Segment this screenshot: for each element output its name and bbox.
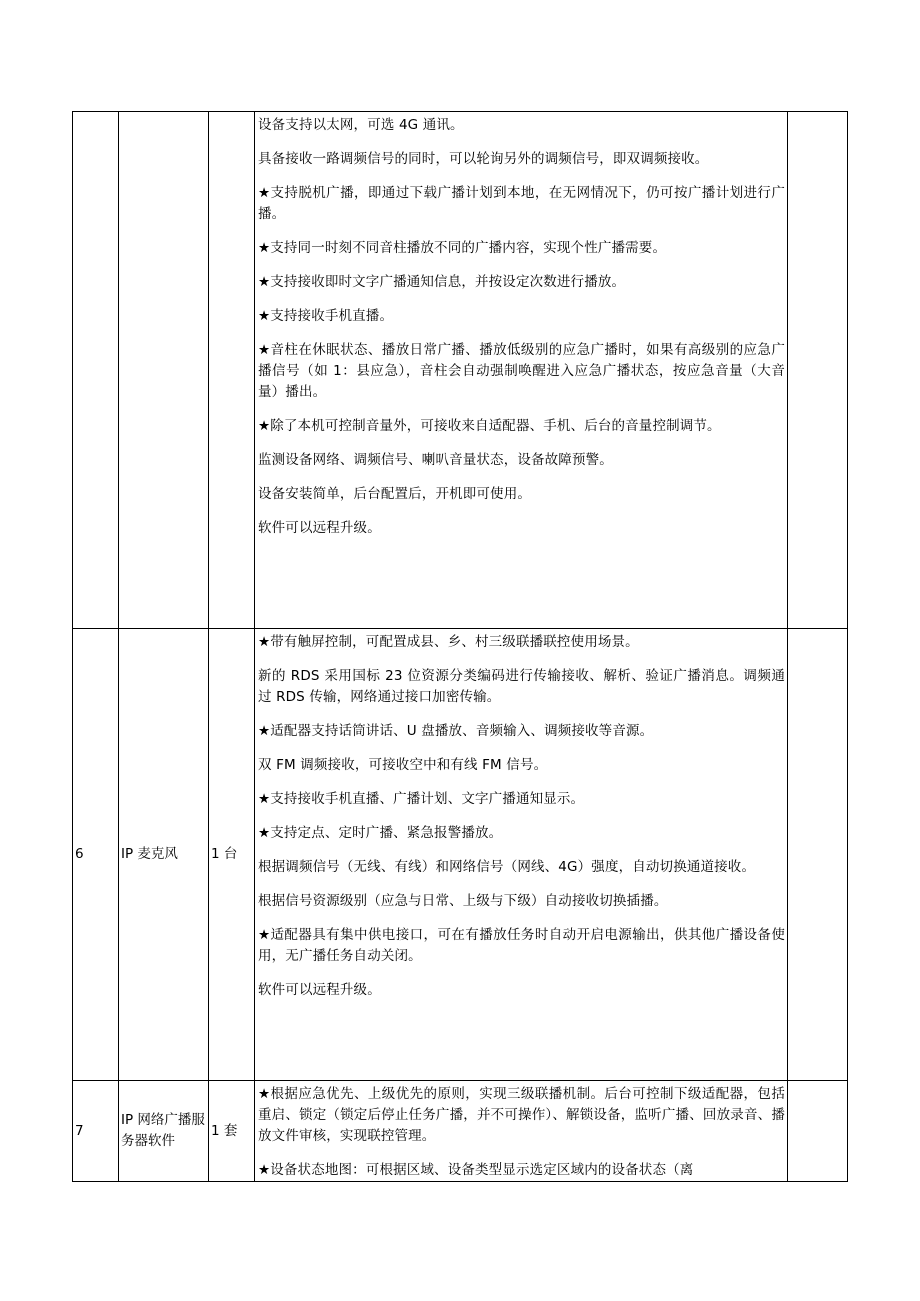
spec-line: ★音柱在休眠状态、播放日常广播、播放低级别的应急广播时，如果有高级别的应急广播信号（如 1：县应急），音柱会自动强制唤醒进入应急广播状态，按应急音量（大音量）播出。 <box>258 342 785 400</box>
spec-line: ★带有触屏控制，可配置成县、乡、村三级联播联控使用场景。 <box>258 634 639 650</box>
table-row <box>73 1081 848 1182</box>
row-qty-cell: 1 台 <box>209 629 255 1081</box>
spec-line: 软件可以远程升级。 <box>258 982 381 998</box>
table-row <box>73 629 848 1081</box>
row-description-cell <box>255 1081 788 1182</box>
row-description-cell <box>255 629 788 1081</box>
row-name-cell <box>119 112 209 629</box>
row-name-cell: IP 网络广播服务器软件 <box>119 1081 209 1182</box>
row-qty-cell: 1 套 <box>209 1081 255 1182</box>
row-remark-cell <box>788 1081 848 1182</box>
row-index-cell <box>73 112 119 629</box>
spec-line: 根据调频信号（无线、有线）和网络信号（网线、4G）强度，自动切换通道接收。 <box>258 859 756 875</box>
spec-line: ★适配器支持话筒讲话、U 盘播放、音频输入、调频接收等音源。 <box>258 723 654 739</box>
row-description-cell <box>255 112 788 629</box>
spec-line: ★除了本机可控制音量外，可接收来自适配器、手机、后台的音量控制调节。 <box>258 418 721 434</box>
spec-line: 具备接收一路调频信号的同时，可以轮询另外的调频信号，即双调频接收。 <box>258 151 709 167</box>
spec-line: 监测设备网络、调频信号、喇叭音量状态，设备故障预警。 <box>258 452 613 468</box>
spec-line: ★支持脱机广播，即通过下载广播计划到本地，在无网情况下，仍可按广播计划进行广播。 <box>258 185 785 222</box>
spec-line: 双 FM 调频接收，可接收空中和有线 FM 信号。 <box>258 757 548 773</box>
row-remark-cell <box>788 629 848 1081</box>
spec-line: 软件可以远程升级。 <box>258 520 381 536</box>
row-index-cell: 6 <box>73 629 119 1081</box>
spec-line: 设备支持以太网，可选 4G 通讯。 <box>258 117 464 133</box>
spec-line: ★支持接收即时文字广播通知信息，并按设定次数进行播放。 <box>258 274 626 290</box>
row-name-cell: IP 麦克风 <box>119 629 209 1081</box>
row-remark-cell <box>788 112 848 629</box>
row-index-cell: 7 <box>73 1081 119 1182</box>
spec-line: ★根据应急优先、上级优先的原则，实现三级联播机制。后台可控制下级适配器，包括重启、锁定（锁定后停止任务广播，并不可操作）、解锁设备，监听广播、回放录音、播放文件审核，实现联控管理。 <box>258 1086 785 1144</box>
table-row <box>73 112 848 629</box>
spec-line: ★设备状态地图：可根据区域、设备类型显示选定区域内的设备状态（离 <box>258 1162 694 1178</box>
spec-line: 新的 RDS 采用国标 23 位资源分类编码进行传输接收、解析、验证广播消息。调频通过 RDS 传输，网络通过接口加密传输。 <box>258 668 785 705</box>
spec-line: ★支持接收手机直播、广播计划、文字广播通知显示。 <box>258 791 585 807</box>
spec-line: 根据信号资源级别（应急与日常、上级与下级）自动接收切换插播。 <box>258 893 668 909</box>
spec-line: ★适配器具有集中供电接口，可在有播放任务时自动开启电源输出，供其他广播设备使用，无广播任务自动关闭。 <box>258 927 785 964</box>
row-qty-cell <box>209 112 255 629</box>
spec-line: ★支持接收手机直播。 <box>258 308 394 324</box>
spec-line: ★支持定点、定时广播、紧急报警播放。 <box>258 825 503 841</box>
spec-line: ★支持同一时刻不同音柱播放不同的广播内容，实现个性广播需要。 <box>258 240 667 256</box>
spec-line: 设备安装简单，后台配置后，开机即可使用。 <box>258 486 531 502</box>
equipment-spec-table <box>72 111 848 1182</box>
